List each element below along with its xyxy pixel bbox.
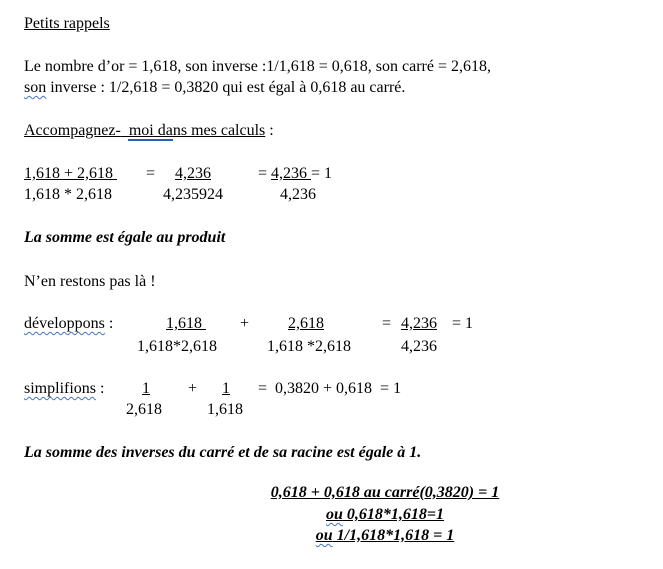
heading: Petits rappels	[24, 15, 110, 32]
calc1-right-denominator: 4,236	[280, 186, 316, 203]
conclusion-line-2-rest: 0,618*1,618=1	[342, 506, 445, 523]
intro-line-1: Le nombre d’or = 1,618, son inverse :1/1,618 = 0,618, son carré = 2,618,	[24, 58, 491, 75]
accompagnez-colon: :	[265, 122, 274, 139]
statement-1: La somme est égale au produit	[24, 229, 226, 246]
calc1-denominator: 1,618 * 2,618	[24, 186, 112, 203]
simplify-colon: :	[96, 380, 105, 397]
accompagnez-part-3: dans mes calculs	[153, 122, 266, 139]
calc1-right-numerator: 4,236	[271, 165, 312, 182]
develop-f2-numerator: 2,618	[288, 315, 324, 332]
calc1-right-result: = 1	[311, 165, 333, 182]
conclusion-line-3	[230, 528, 540, 544]
calc1-numerator: 1,618 + 2,618	[24, 165, 118, 182]
simplify-f2-denominator: 1,618	[207, 401, 243, 418]
develop-f1-denominator: 1,618*2,618	[137, 338, 217, 355]
conclusion-line-2	[230, 507, 540, 523]
accompagnez-line	[24, 123, 274, 139]
calc1-right	[258, 166, 332, 182]
spellcheck-word-son: son	[24, 79, 47, 96]
calc1-mid-numerator: 4,236	[175, 165, 211, 182]
develop-colon: :	[104, 315, 114, 332]
develop-f3-numerator: 4,236	[401, 315, 437, 332]
simplify-label-line	[24, 381, 104, 397]
simplify-f1-denominator: 2,618	[126, 401, 162, 418]
develop-f1-numerator: 1,618	[166, 315, 206, 332]
conclusion-line-3-rest: 1/1,618*1,618 = 1	[332, 527, 455, 544]
calc1-equals-2: =	[258, 165, 272, 182]
simplify-plus: +	[188, 380, 198, 397]
statement-2: La somme des inverses du carré et de sa racine est égale à 1.	[24, 444, 422, 461]
develop-equals: =	[382, 315, 392, 332]
intro-line-2	[24, 80, 405, 96]
develop-f2-denominator: 1,618 *2,618	[267, 338, 351, 355]
conclusion-line-2-ou: ou	[325, 506, 343, 523]
develop-result: = 1	[452, 315, 474, 332]
calc1-equals-1: =	[146, 165, 156, 182]
develop-plus: +	[240, 315, 250, 332]
simplify-f2-numerator: 1	[222, 380, 230, 397]
conclusion-line-3-ou: ou	[315, 527, 333, 544]
calc1-mid-denominator: 4,235924	[163, 186, 223, 203]
develop-label-line	[24, 316, 113, 332]
simplify-label: simplifions	[24, 380, 97, 397]
intro-line-2-rest: inverse : 1/2,618 = 0,3820 qui est égal à 0,618 au carré.	[46, 79, 406, 96]
simplify-f1-numerator: 1	[142, 380, 150, 397]
develop-f3-denominator: 4,236	[401, 338, 437, 355]
nen-restons-line: N’en restons pas là !	[24, 273, 156, 290]
simplify-result: = 0,3820 + 0,618 = 1	[258, 380, 402, 397]
conclusion-line-1: 0,618 + 0,618 au carré(0,3820) = 1	[270, 484, 500, 501]
develop-label: développons	[24, 315, 105, 332]
accompagnez-part-1: Accompagnez-	[24, 122, 121, 139]
accompagnez-part-2: moi	[120, 122, 154, 139]
grammar-underline	[128, 139, 173, 141]
